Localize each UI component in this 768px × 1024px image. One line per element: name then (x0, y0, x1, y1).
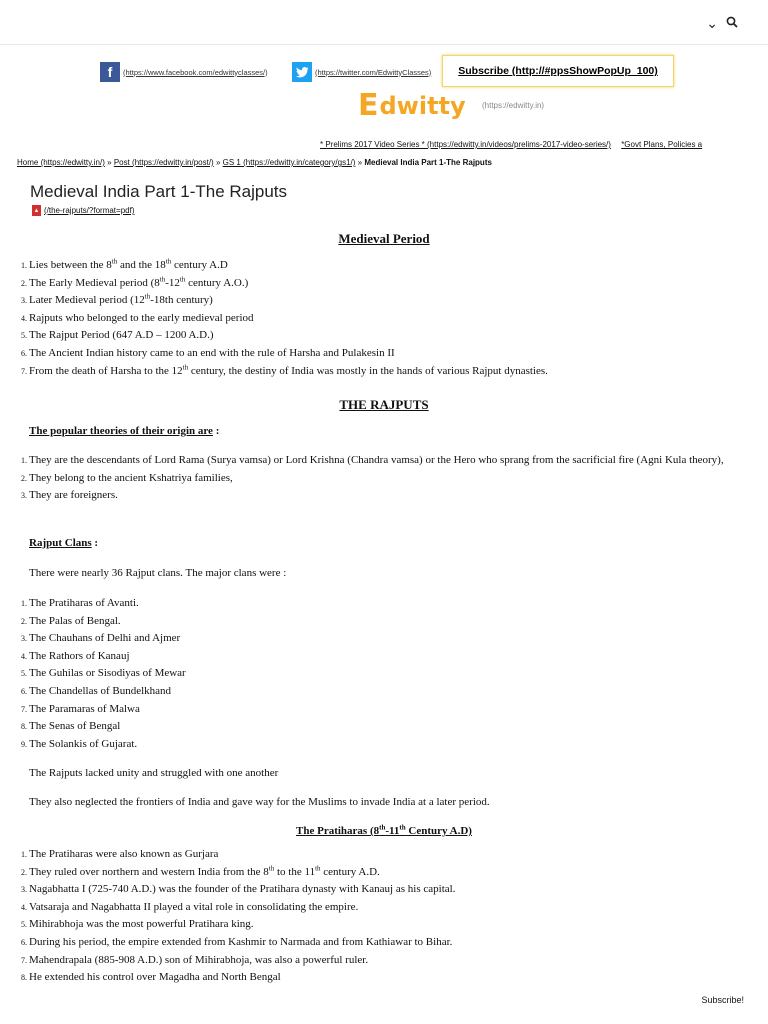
header-icons (706, 16, 738, 32)
list-item: 7. The Paramaras of Malwa (29, 701, 729, 719)
page-title: Medieval India Part 1-The Rajputs (30, 182, 288, 201)
list-item: 1. Lies between the 8th and the 18th century A.D (29, 257, 729, 275)
facebook-icon[interactable]: f (100, 62, 120, 82)
header-divider (0, 44, 768, 45)
pdf-download[interactable] (32, 205, 134, 216)
list-item: 7. Mahendrapala (885-908 A.D.) son of Mihirabhoja, was also a powerful ruler. (29, 952, 729, 970)
list-item: 2. They belong to the ancient Kshatriya families, (29, 470, 729, 488)
list-item: 2. The Palas of Bengal. (29, 613, 729, 631)
section-heading-rajputs: THE RAJPUTS (339, 397, 429, 412)
list-item: 9. The Solankis of Gujarat. (29, 736, 729, 754)
chevron-down-icon[interactable]: ⌄ (706, 16, 718, 32)
list-item: 3. The Chauhans of Delhi and Ajmer (29, 630, 729, 648)
clans-heading (29, 537, 98, 549)
top-nav (320, 140, 710, 149)
list-item: 1. They are the descendants of Lord Rama (Surya vamsa) or Lord Krishna (Chandra vamsa) or the Hero who sprang from the sacrificial fire (Agni Kula theory), (29, 452, 729, 470)
pdf-link[interactable]: (/the-rajputs/?format=pdf) (44, 206, 135, 215)
clans-heading-text: Rajput Clans (29, 537, 92, 549)
subscribe-footer-link[interactable]: Subscribe! (701, 995, 744, 1005)
facebook-share[interactable] (100, 62, 268, 82)
breadcrumb-separator: » (357, 158, 363, 167)
list-item: 2. They ruled over northern and western India from the 8th to the 11th century A.D. (29, 864, 729, 882)
breadcrumb-post[interactable]: Post (https://edwitty.in/post/) (113, 158, 214, 167)
pratiharas-list (0, 846, 729, 987)
list-item: 6. The Ancient Indian history came to an end with the rule of Harsha and Pulakesin II (29, 345, 729, 363)
list-item: 6. The Chandellas of Bundelkhand (29, 683, 729, 701)
pratiharas-heading: The Pratiharas (8th-11th Century A.D) (296, 823, 472, 837)
search-icon[interactable] (726, 16, 738, 32)
twitter-share[interactable] (292, 62, 431, 82)
list-item: 5. The Guhilas or Sisodiyas of Mewar (29, 665, 729, 683)
breadcrumb-gs1[interactable]: GS 1 (https://edwitty.in/category/gs1/) (222, 158, 356, 167)
breadcrumb-current: Medieval India Part 1-The Rajputs (364, 158, 492, 167)
list-item: 2. The Early Medieval period (8th-12th century A.O.) (29, 275, 729, 293)
origin-heading (29, 425, 219, 437)
breadcrumb (17, 158, 492, 167)
list-item: 7. From the death of Harsha to the 12th century, the destiny of India was mostly in the hands of various Rajput dynasties. (29, 363, 729, 381)
twitter-icon[interactable] (292, 62, 312, 82)
origin-heading-colon: : (212, 425, 220, 437)
medieval-list (0, 257, 729, 380)
para-frontiers: They also neglected the frontiers of India and gave way for the Muslims to invade India at a later period. (29, 796, 490, 808)
site-logo[interactable] (358, 88, 466, 123)
list-item: 1. The Pratiharas were also known as Gurjara (29, 846, 729, 864)
list-item: 3. Later Medieval period (12th-18th century) (29, 292, 729, 310)
list-item: 3. They are foreigners. (29, 487, 729, 505)
logo-wordmark: dwitty (379, 91, 466, 120)
list-item: 4. Rajputs who belonged to the early medieval period (29, 310, 729, 328)
breadcrumb-home[interactable]: Home (https://edwitty.in/) (17, 158, 105, 167)
clans-list (0, 595, 729, 753)
twitter-link[interactable]: (https://twitter.com/EdwittyClasses) (315, 67, 432, 77)
list-item: 1. The Pratiharas of Avanti. (29, 595, 729, 613)
list-item: 3. Nagabhatta I (725-740 A.D.) was the founder of the Pratihara dynasty with Kanauj as his capital. (29, 881, 729, 899)
logo-url[interactable]: (https://edwitty.in) (482, 101, 545, 110)
nav-item-govt-plans[interactable]: *Govt Plans, Policies a (621, 140, 703, 149)
facebook-link[interactable]: (https://www.facebook.com/edwittyclasses/) (123, 67, 268, 77)
breadcrumb-separator: » (215, 158, 221, 167)
nav-item-prelims-video[interactable]: * Prelims 2017 Video Series * (https://edwitty.in/videos/prelims-2017-video-series/) (320, 140, 611, 149)
logo-mark: E (358, 88, 379, 123)
para-unity: The Rajputs lacked unity and struggled with one another (29, 767, 279, 779)
clans-intro: There were nearly 36 Rajput clans. The major clans were : (29, 567, 287, 579)
origin-heading-text: The popular theories of their origin are (29, 425, 213, 437)
subscribe-button[interactable]: Subscribe (http://#ppsShowPopUp_100) (442, 55, 674, 87)
list-item: 8. He extended his control over Magadha and North Bengal (29, 969, 729, 987)
breadcrumb-separator: » (107, 158, 112, 167)
pdf-icon[interactable]: ▲ (32, 205, 41, 216)
list-item: 5. Mihirabhoja was the most powerful Pratihara king. (29, 916, 729, 934)
section-heading-medieval: Medieval Period (338, 231, 430, 246)
list-item: 4. The Rathors of Kanauj (29, 648, 729, 666)
clans-heading-colon: : (91, 537, 99, 549)
list-item: 8. The Senas of Bengal (29, 718, 729, 736)
list-item: 4. Vatsaraja and Nagabhatta II played a vital role in consolidating the empire. (29, 899, 729, 917)
list-item: 5. The Rajput Period (647 A.D – 1200 A.D.) (29, 327, 729, 345)
list-item: 6. During his period, the empire extended from Kashmir to Narmada and from Kathiawar to Bihar. (29, 934, 729, 952)
origin-list (0, 452, 729, 505)
